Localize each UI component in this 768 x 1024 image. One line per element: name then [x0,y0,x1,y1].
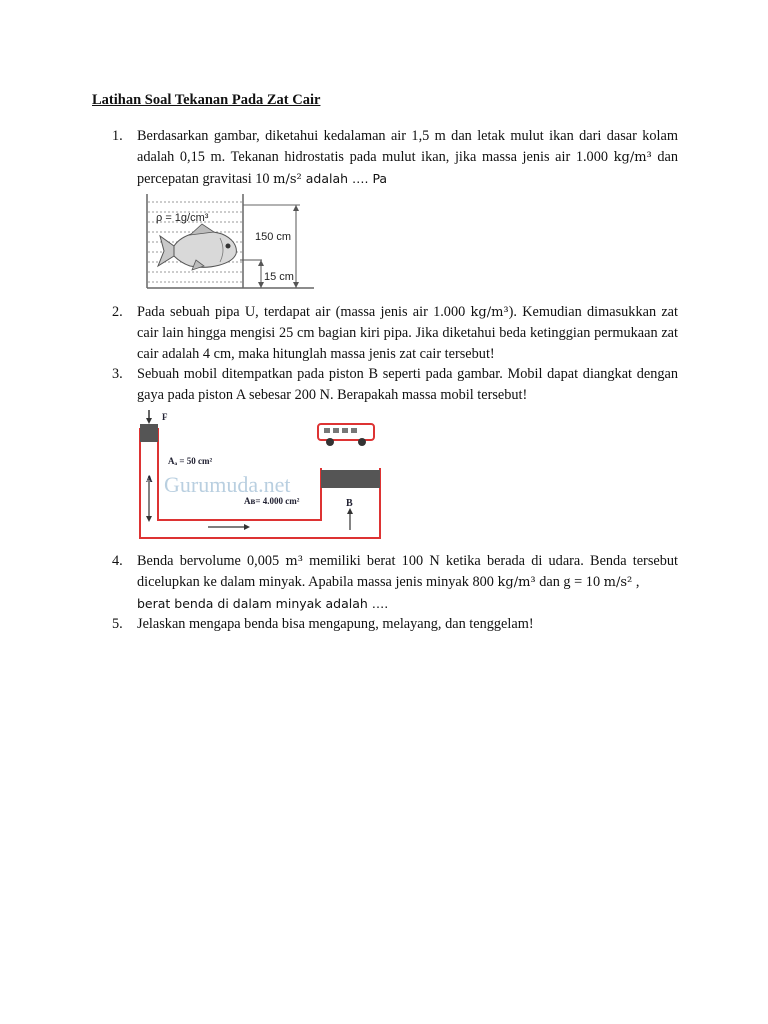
fish-tank-diagram [144,194,316,290]
force-label: F [162,412,168,422]
area-b-label: Aʙ= 4.000 cm² [244,496,300,506]
piston-b-label: B [346,498,353,509]
page-title: Latihan Soal Tekanan Pada Zat Cair [92,92,321,108]
question-3 [112,364,678,406]
question-1 [112,126,678,190]
density-label: ρ = 1g/cm³ [156,212,209,224]
question-number: 3. [112,366,123,382]
question-number: 5. [112,616,123,632]
question-text: Pada sebuah pipa U, terdapat air (massa jenis air 1.000 kg/m³). Kemudian dimasukkan zat cair lain hingga mengisi 25 cm bagian kiri pipa. Jika diketahui beda ketinggian permukaan zat cair adalah 4 cm, maka hitunglah massa jenis zat cair tersebut! [137,304,678,362]
question-text: Jelaskan mengapa benda bisa mengapung, melayang, dan tenggelam! [137,616,534,632]
question-text: Benda bervolume 0,005 m³ memiliki berat 100 N ketika berada di udara. Benda tersebut dicelupkan ke dalam minyak. Apabila massa jenis minyak 800 kg/m³ dan g = 10 m/s² , berat benda di dalam minyak adalah …. [137,553,678,611]
question-text: Berdasarkan gambar, diketahui kedalaman air 1,5 m dan letak mulut ikan dari dasar kolam adalah 0,15 m. Tekanan hidrostatis pada mulut ikan, jika massa jenis air 1.000 kg/m³ dan percepatan gravitasi 10 m/s² adalah …. Pa [137,128,679,187]
question-5 [112,614,678,635]
piston-a [140,424,158,442]
depth-label: 150 cm [255,231,292,243]
question-4 [112,551,678,615]
question-number: 1. [112,128,123,144]
watermark: Gurumuda.net [164,472,291,497]
question-text: Sebuah mobil ditempatkan pada piston B seperti pada gambar. Mobil dapat diangkat dengan gaya pada piston A sebesar 200 N. Berapakah massa mobil tersebut! [137,366,678,403]
mouth-height-label: 15 cm [264,271,294,283]
question-number: 4. [112,553,123,569]
piston-a-label: A [146,474,153,484]
question-2 [112,302,678,365]
fish-tank-figure [144,194,316,295]
hydraulic-lift-diagram [138,408,384,542]
question-number: 2. [112,304,123,320]
piston-b [321,470,380,488]
area-a-label: Aₐ = 50 cm² [168,456,213,466]
hydraulic-lift-figure [138,408,384,547]
